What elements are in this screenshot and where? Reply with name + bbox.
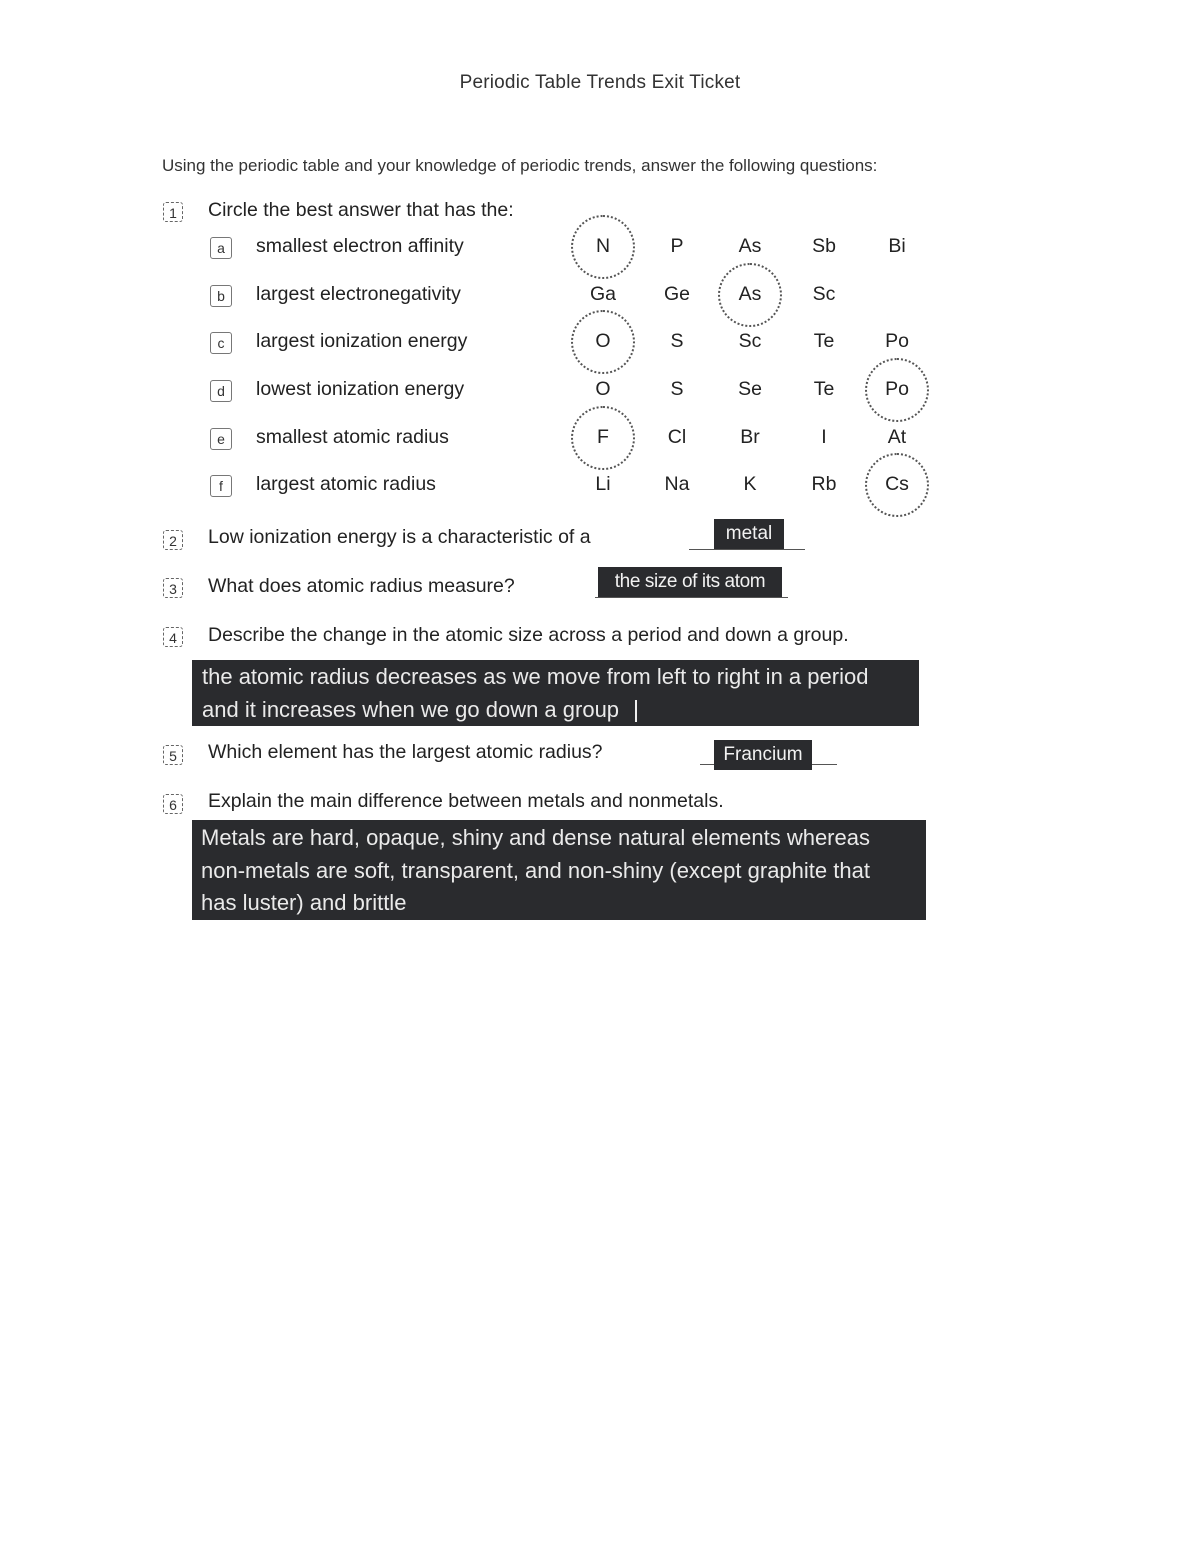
subquestion-letter-a: a: [210, 237, 232, 259]
subquestion-letter-d: d: [210, 380, 232, 402]
answer-option-d-po[interactable]: Po: [885, 378, 909, 400]
answer-line-2: non-metals are soft, transparent, and non-shiny (except graphite that: [201, 857, 870, 883]
answer-option-e-br[interactable]: Br: [740, 426, 760, 448]
answer-option-a-n[interactable]: N: [595, 235, 611, 257]
answer-field-q6[interactable]: [192, 820, 926, 920]
answer-field-q5[interactable]: Francium: [714, 740, 812, 770]
answer-option-e-cl[interactable]: Cl: [667, 426, 687, 448]
subquestion-text-c: largest ionization energy: [256, 330, 468, 352]
subquestion-letter-b: b: [210, 285, 232, 307]
subquestion-letter-e: e: [210, 428, 232, 450]
answer-option-a-as[interactable]: As: [738, 235, 762, 257]
answer-option-e-i[interactable]: I: [821, 426, 827, 448]
page-title: Periodic Table Trends Exit Ticket: [459, 72, 741, 93]
answer-option-e-at[interactable]: At: [887, 426, 907, 448]
answer-option-b-sc[interactable]: Sc: [812, 283, 836, 305]
question-2-text: Low ionization energy is a characteristic of a: [208, 526, 591, 548]
answer-option-b-ga[interactable]: Ga: [589, 283, 616, 305]
question-number-6: 6: [163, 794, 183, 814]
selection-circle: [571, 310, 635, 374]
question-3-text: What does atomic radius measure?: [208, 575, 515, 597]
subquestion-text-a: smallest electron affinity: [256, 235, 464, 257]
subquestion-letter-c: c: [210, 332, 232, 354]
selection-circle: [571, 406, 635, 470]
subquestion-text-f: largest atomic radius: [256, 473, 436, 495]
selection-circle: [571, 215, 635, 279]
answer-option-a-p[interactable]: P: [670, 235, 684, 257]
question-5-text: Which element has the largest atomic radius?: [208, 741, 603, 763]
text-cursor: [635, 700, 637, 722]
answer-field-q3[interactable]: the size of its atom: [598, 567, 782, 597]
answer-option-c-te[interactable]: Te: [813, 330, 835, 352]
question-number-1: 1: [163, 202, 183, 222]
selection-circle: [865, 358, 929, 422]
question-number-5: 5: [163, 745, 183, 765]
answer-option-c-o[interactable]: O: [595, 330, 611, 352]
answer-option-d-o[interactable]: O: [595, 378, 611, 400]
answer-blank-line: [595, 597, 788, 598]
question-number-3: 3: [163, 578, 183, 598]
answer-option-d-te[interactable]: Te: [813, 378, 835, 400]
answer-option-a-sb[interactable]: Sb: [812, 235, 836, 257]
answer-blank-line: [689, 549, 805, 550]
answer-option-f-rb[interactable]: Rb: [811, 473, 837, 495]
question-6-text: Explain the main difference between metals and nonmetals.: [208, 790, 724, 812]
question-number-2: 2: [163, 530, 183, 550]
answer-option-d-se[interactable]: Se: [738, 378, 762, 400]
answer-option-c-s[interactable]: S: [670, 330, 684, 352]
answer-option-b-ge[interactable]: Ge: [663, 283, 690, 305]
answer-line-2: and it increases when we go down a group: [202, 694, 909, 727]
question-4-text: Describe the change in the atomic size across a period and down a group.: [208, 624, 849, 646]
subquestion-text-d: lowest ionization energy: [256, 378, 465, 400]
answer-option-d-s[interactable]: S: [670, 378, 684, 400]
subquestion-letter-f: f: [210, 475, 232, 497]
subquestion-text-e: smallest atomic radius: [256, 426, 449, 448]
selection-circle: [718, 263, 782, 327]
question-1-text: Circle the best answer that has the:: [208, 199, 514, 221]
subquestion-text-b: largest electronegativity: [256, 283, 461, 305]
answer-option-f-na[interactable]: Na: [664, 473, 690, 495]
answer-option-a-bi[interactable]: Bi: [888, 235, 906, 257]
answer-line-1: Metals are hard, opaque, shiny and dense natural elements whereas: [201, 825, 870, 850]
answer-option-c-sc[interactable]: Sc: [738, 330, 762, 352]
answer-option-f-li[interactable]: Li: [595, 473, 611, 495]
answer-line-3: has luster) and brittle: [201, 890, 407, 915]
answer-option-f-cs[interactable]: Cs: [885, 473, 909, 495]
answer-option-f-k[interactable]: K: [743, 473, 757, 495]
answer-option-b-as[interactable]: As: [738, 283, 762, 305]
answer-field-q2[interactable]: metal: [714, 519, 784, 549]
selection-circle: [865, 453, 929, 517]
instructions-text: Using the periodic table and your knowledge of periodic trends, answer the following questions:: [162, 156, 878, 175]
answer-line-1: the atomic radius decreases as we move from left to right in a period: [202, 664, 869, 689]
answer-option-e-f[interactable]: F: [597, 426, 609, 448]
answer-field-q4[interactable]: [192, 660, 919, 726]
answer-option-c-po[interactable]: Po: [885, 330, 909, 352]
question-number-4: 4: [163, 627, 183, 647]
